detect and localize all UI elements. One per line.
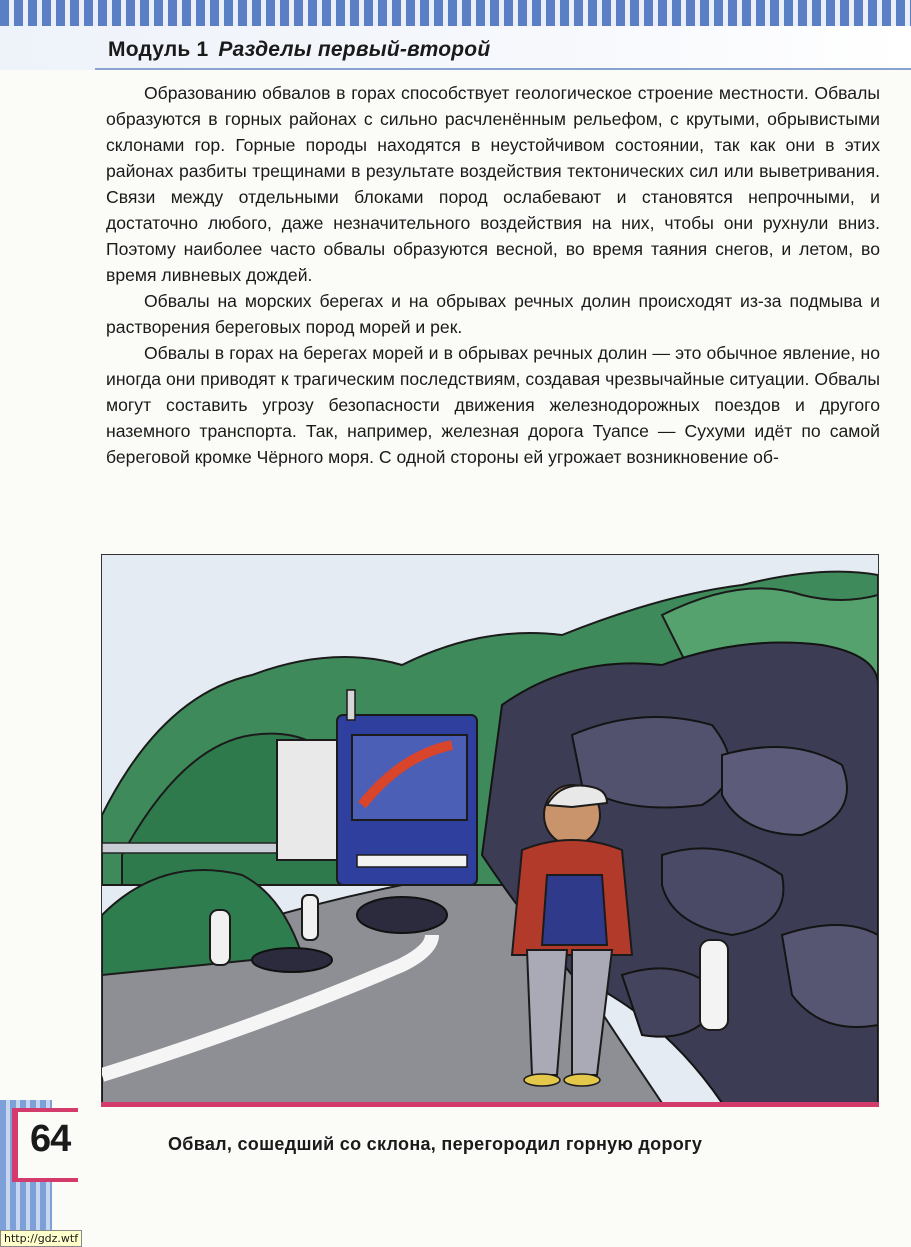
body-text [106, 80, 880, 470]
top-decorative-stripes [0, 0, 911, 26]
figure-caption: Обвал, сошедший со склона, перегородил горную дорогу [168, 1134, 703, 1154]
paragraph: Обвалы на морских берегах и на обрывах речных долин происходят из-за подмыва и растворения береговых пород морей и рек. [106, 291, 880, 337]
module-label: Модуль 1 [108, 38, 209, 61]
rockfall-illustration [101, 554, 879, 1104]
paragraph: Образованию обвалов в горах способствует геологическое строение местности. Обвалы образуются в горных районах с сильно расчленённым рельефом, с крутыми, обрывистыми склонами гор. Горные породы находятся в неустойчивом состоянии, так как они в этих районах разбиты трещинами в результате воздействия тектонических сил или выветривания. Связи между отдельными блоками пород ослабевают и становятся непрочными, и достаточно любого, даже незначительного воздействия на них, чтобы они рухнули вниз. Поэтому наиболее часто обвалы образуются весной, во время таяния снегов, и летом, во время ливневых дождей. [106, 83, 880, 285]
illustration-drawing [102, 555, 878, 1103]
caption-rule [101, 1102, 879, 1107]
section-title: Разделы первый-второй [218, 38, 491, 61]
watermark-link[interactable]: http://gdz.wtf [0, 1230, 82, 1247]
paragraph: Обвалы в горах на берегах морей и в обрывах речных долин — это обычное явление, но иногда они приводят к трагическим последствиям, создавая чрезвычайные ситуации. Обвалы могут составить угрозу безопасности движения железнодорожных поездов и другого наземного транспорта. Так, например, железная дорога Туапсе — Сухуми идёт по самой береговой кромке Чёрного моря. С одной стороны ей угрожает возникновение об- [106, 343, 880, 467]
page-number: 64 [30, 1118, 71, 1160]
header-divider [95, 68, 911, 70]
running-head [108, 38, 490, 62]
